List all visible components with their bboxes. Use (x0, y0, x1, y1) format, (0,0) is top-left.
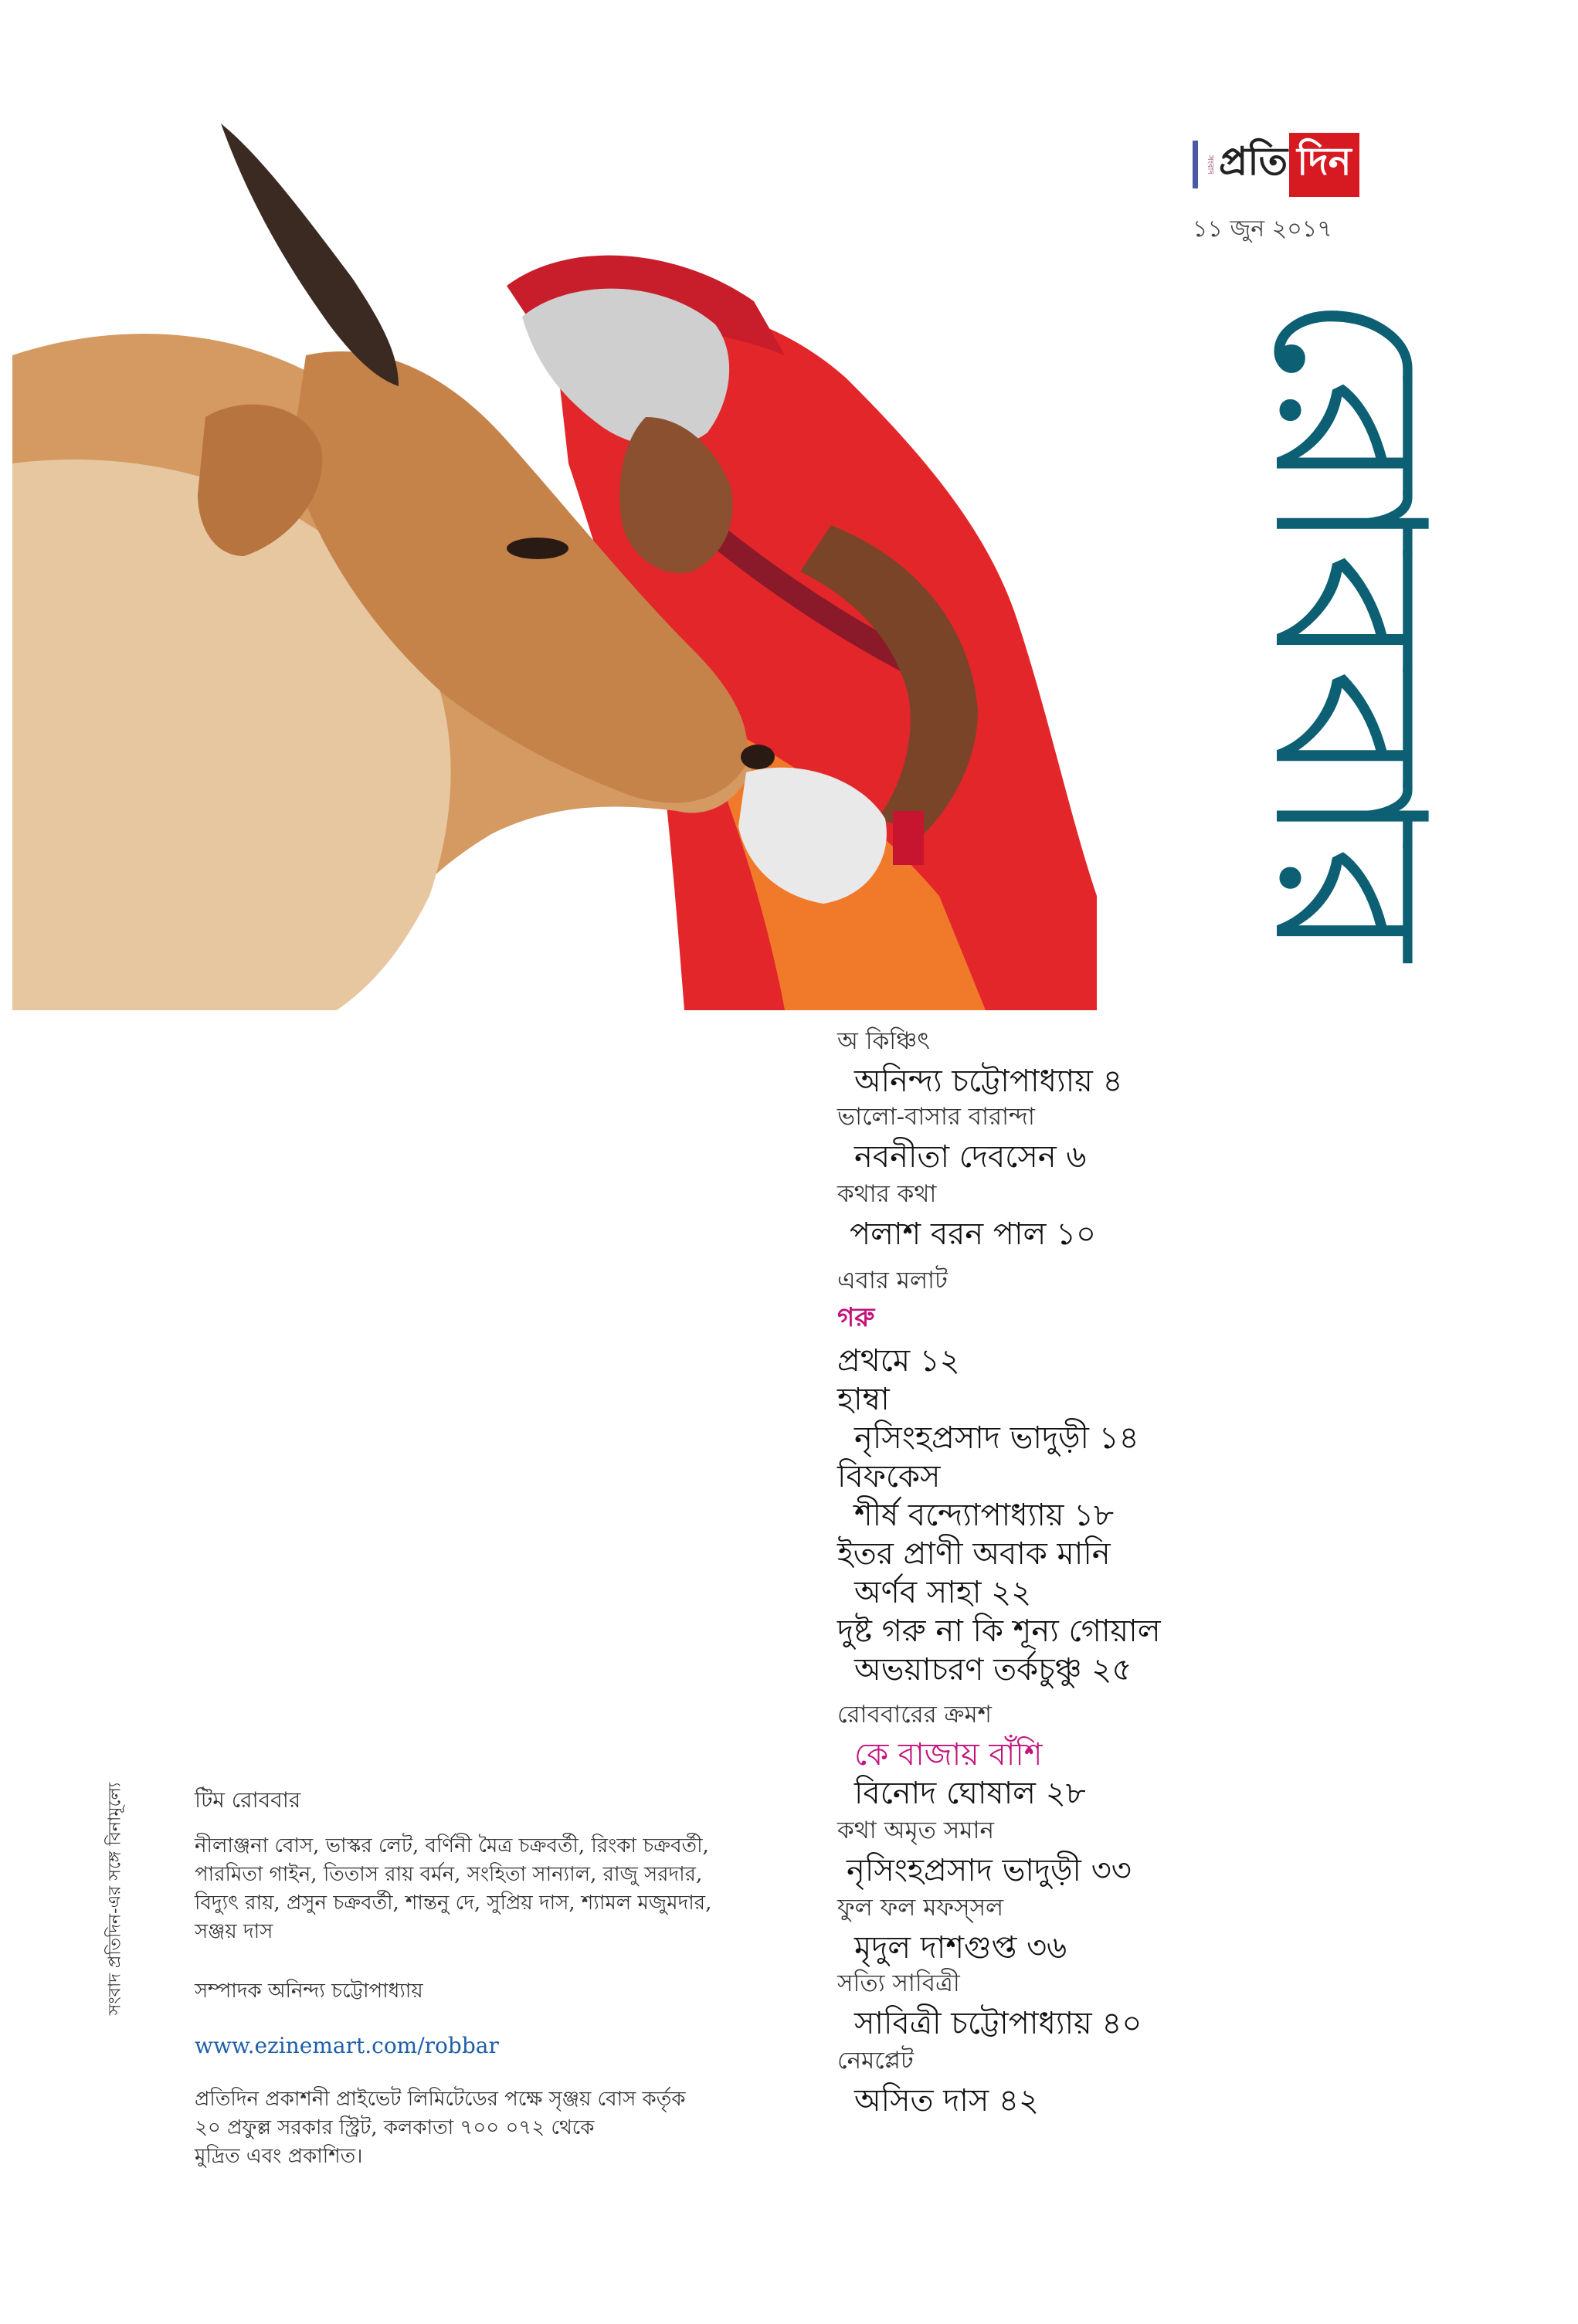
website-link[interactable]: www.ezinemart.com/robbar (195, 2033, 499, 2058)
toc-entry: বিনোদ ঘোষাল ২৮ (854, 1776, 1086, 1811)
magazine-title-text: রোববার (1227, 293, 1471, 961)
team-list (195, 1832, 711, 1946)
team-line: পারমিতা গাইন, তিতাস রায় বর্মন, সংহিতা সান্যাল, রাজু সরদার, (195, 1863, 703, 1886)
toc-section: ফুল ফল মফস্সল (837, 1894, 1004, 1922)
toc-entry: ইতর প্রাণী অবাক মানি (837, 1536, 1111, 1572)
toc-section: রোববারের ক্রমশ (837, 1701, 993, 1729)
toc-entry: নবনীতা দেবসেন ৬ (854, 1139, 1087, 1175)
issue-date: ১১ জুন ২০১৭ (1193, 215, 1332, 243)
toc-section: অ কিঞ্চিৎ (837, 1027, 930, 1055)
team-heading: টিম রোববার (195, 1787, 301, 1813)
brand-word-2: দিন (1289, 133, 1359, 197)
imprint (195, 2085, 685, 2171)
toc-entry: নৃসিংহপ্রসাদ ভাদুড়ী ৩৩ (847, 1853, 1132, 1888)
brand-bar (1193, 141, 1198, 188)
toc-entry: পলাশ বরন পাল ১০ (850, 1216, 1097, 1252)
team-line: নীলাঞ্জনা বোস, ভাস্কর লেট, বর্ণিনী মৈত্র চক্রবর্তী, রিংকা চক্রবর্তী, (195, 1834, 709, 1858)
toc-entry: বিফকেস (837, 1459, 941, 1494)
brand-logo (1193, 137, 1359, 192)
brand-word-1: প্রতি (1219, 138, 1288, 184)
toc-entry: অনিন্দ্য চট্টোপাধ্যায় ৪ (854, 1064, 1123, 1099)
magazine-title (1149, 278, 1471, 1220)
toc-section: ভালো-বাসার বারান্দা (837, 1103, 1035, 1131)
side-note: সংবাদ প্রতিদিন-এর সঙ্গে বিনামূল্যে (105, 1782, 125, 2016)
toc-entry: শীর্ষ বন্দ্যোপাধ্যায় ১৮ (854, 1498, 1115, 1533)
team-line: বিদ্যুৎ রায়, প্রসুন চক্রবর্তী, শান্তনু দে, সুপ্রিয় দাস, শ্যামল মজুমদার, (195, 1891, 712, 1915)
toc-section: নেমপ্লেট (837, 2047, 914, 2075)
toc-highlight: কে বাজায় বাঁশি (854, 1737, 1043, 1773)
toc-entry: মৃদুল দাশগুপ্ত ৩৬ (854, 1930, 1067, 1966)
toc-entry: হাম্বা (837, 1382, 890, 1417)
toc-section: কথা অমৃত সমান (837, 1817, 994, 1844)
imprint-line: প্রতিদিন প্রকাশনী প্রাইভেট লিমিটেডের পক্ষে সৃঞ্জয় বোস কর্তৃক (195, 2088, 686, 2111)
toc-entry: অভয়াচরণ তর্কচুঞ্চু ২৫ (854, 1652, 1132, 1688)
editor-credit: সম্পাদক অনিন্দ্য চট্টোপাধ্যায় (195, 1980, 423, 2003)
toc-highlight: গরু (837, 1302, 875, 1333)
team-line: সঞ্জয় দাস (195, 1920, 273, 1943)
toc-entry: প্রথমে ১২ (837, 1343, 960, 1379)
toc-entry: অর্ণব সাহা ২২ (854, 1575, 1032, 1610)
toc-entry: সাবিত্রী চট্টোপাধ্যায় ৪০ (854, 2006, 1142, 2041)
toc-entry: অসিত দাস ৪২ (854, 2083, 1039, 2119)
toc-section: কথার কথা (837, 1180, 937, 1208)
cover-photo (12, 124, 1097, 1010)
imprint-line: মুদ্রিত এবং প্রকাশিত। (195, 2145, 363, 2168)
toc-section: এবার মলাট (837, 1267, 948, 1294)
toc-section: সত্যি সাবিত্রী (837, 1969, 960, 1997)
toc-entry: দুষ্ট গরু না কি শূন্য গোয়াল (837, 1613, 1161, 1649)
imprint-line: ২০ প্রফুল্ল সরকার স্ট্রিট, কলকাতা ৭০০ ০৭২ থেকে (195, 2116, 595, 2139)
brand-small-label: সংবাদ (1206, 154, 1214, 175)
toc-entry: নৃসিংহপ্রসাদ ভাদুড়ী ১৪ (854, 1420, 1139, 1456)
